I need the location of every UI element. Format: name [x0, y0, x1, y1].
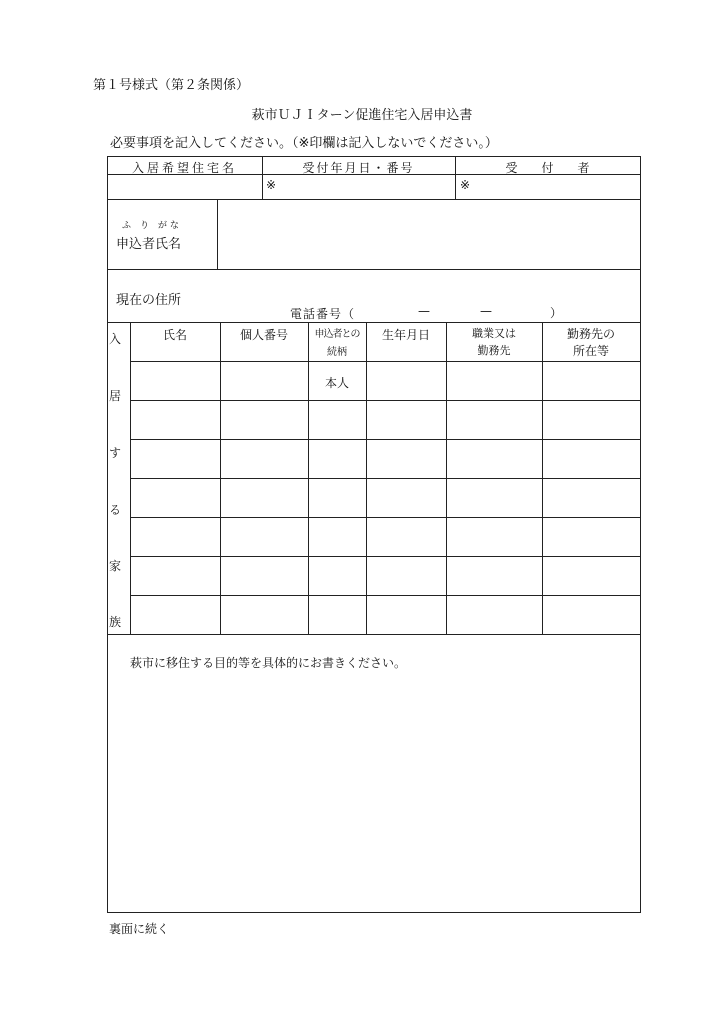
family-row-7-occupation-input[interactable]	[448, 597, 544, 634]
family-row-2-relation-input[interactable]	[310, 402, 368, 439]
phone-label: 電話番号（	[290, 307, 356, 321]
family-row-4-name-input[interactable]	[132, 480, 222, 517]
family-row-4-occupation-input[interactable]	[448, 480, 544, 517]
family-col-occupation-1: 職業又は	[472, 327, 516, 340]
family-row-1-relation: 本人	[324, 376, 349, 390]
family-col-relation-1: 申込者との	[314, 329, 360, 340]
family-row-6-workplace-input[interactable]	[544, 558, 642, 595]
family-row-6-relation-input[interactable]	[310, 558, 368, 595]
family-row-5-birth-input[interactable]	[368, 519, 448, 556]
family-side-label-6: 族	[109, 615, 122, 629]
phone-last-input[interactable]	[498, 305, 552, 322]
family-col-relation-2: 続柄	[327, 347, 347, 358]
address-input[interactable]	[220, 272, 640, 304]
family-col-workplace-1: 勤務先の	[566, 327, 615, 341]
office-mark-receiver: ※	[460, 178, 471, 192]
purpose-textarea[interactable]	[112, 676, 638, 910]
family-row-7-number-input[interactable]	[222, 597, 310, 634]
family-side-label-2: 居	[109, 389, 122, 403]
family-row-1-workplace-input[interactable]	[544, 363, 642, 400]
family-row-5-number-input[interactable]	[222, 519, 310, 556]
applicant-name-label: 申込者氏名	[116, 237, 182, 252]
family-row-6-number-input[interactable]	[222, 558, 310, 595]
family-row-1-birth-input[interactable]	[368, 363, 448, 400]
address-label: 現在の住所	[116, 293, 182, 308]
family-col-personal-number: 個人番号	[239, 328, 288, 342]
receiver-header: 受 付 者	[505, 161, 590, 175]
purpose-label: 萩市に移住する目的等を具体的にお書きください。	[130, 656, 407, 670]
furigana-label: ふ り が な	[122, 221, 179, 231]
family-row-7-name-input[interactable]	[132, 597, 222, 634]
family-side-label-4: る	[109, 503, 122, 517]
office-mark-reception: ※	[266, 178, 277, 192]
family-row-3-occupation-input[interactable]	[448, 441, 544, 478]
phone-middle-input[interactable]	[436, 305, 480, 322]
reception-date-header: 受付年月日・番号	[302, 161, 415, 175]
phone-close: ）	[550, 306, 563, 320]
instruction-text: 必要事項を記入してください。（※印欄は記入しないでください。）	[110, 136, 498, 151]
phone-dash-1: —	[418, 304, 430, 318]
family-side-label-5: 家	[109, 559, 122, 573]
family-row-2-occupation-input[interactable]	[448, 402, 544, 439]
family-row-6-birth-input[interactable]	[368, 558, 448, 595]
family-row-5-occupation-input[interactable]	[448, 519, 544, 556]
page-title: 萩市ＵＪＩターン促進住宅入居申込書	[251, 108, 473, 123]
applicant-name-input[interactable]	[220, 202, 640, 268]
family-row-3-relation-input[interactable]	[310, 441, 368, 478]
family-row-5-relation-input[interactable]	[310, 519, 368, 556]
housing-name-header: 入居希望住宅名	[131, 161, 237, 175]
family-row-4-relation-input[interactable]	[310, 480, 368, 517]
family-row-1-occupation-input[interactable]	[448, 363, 544, 400]
family-row-3-workplace-input[interactable]	[544, 441, 642, 478]
phone-area-input[interactable]	[370, 305, 414, 322]
family-row-7-workplace-input[interactable]	[544, 597, 642, 634]
family-row-1-name-input[interactable]	[132, 363, 222, 400]
family-side-label-3: す	[109, 446, 122, 460]
family-row-6-name-input[interactable]	[132, 558, 222, 595]
family-row-2-birth-input[interactable]	[368, 402, 448, 439]
housing-name-input[interactable]	[109, 176, 263, 198]
family-row-3-birth-input[interactable]	[368, 441, 448, 478]
continue-on-back-note: 裏面に続く	[109, 922, 170, 936]
family-col-name: 氏名	[162, 328, 187, 342]
family-row-3-name-input[interactable]	[132, 441, 222, 478]
family-row-4-workplace-input[interactable]	[544, 480, 642, 517]
family-row-3-number-input[interactable]	[222, 441, 310, 478]
family-col-occupation-2: 勤務先	[477, 344, 511, 357]
family-row-4-number-input[interactable]	[222, 480, 310, 517]
family-row-4-birth-input[interactable]	[368, 480, 448, 517]
family-row-2-name-input[interactable]	[132, 402, 222, 439]
family-side-label-1: 入	[109, 332, 122, 346]
family-row-7-relation-input[interactable]	[310, 597, 368, 634]
family-row-5-name-input[interactable]	[132, 519, 222, 556]
form-number: 第１号様式（第２条関係）	[93, 78, 250, 93]
family-row-6-occupation-input[interactable]	[448, 558, 544, 595]
family-row-2-workplace-input[interactable]	[544, 402, 642, 439]
phone-dash-2: —	[480, 304, 492, 318]
family-col-birth: 生年月日	[381, 328, 430, 342]
family-col-workplace-2: 所在等	[572, 344, 609, 358]
family-row-7-birth-input[interactable]	[368, 597, 448, 634]
family-row-5-workplace-input[interactable]	[544, 519, 642, 556]
family-row-1-number-input[interactable]	[222, 363, 310, 400]
family-row-2-number-input[interactable]	[222, 402, 310, 439]
